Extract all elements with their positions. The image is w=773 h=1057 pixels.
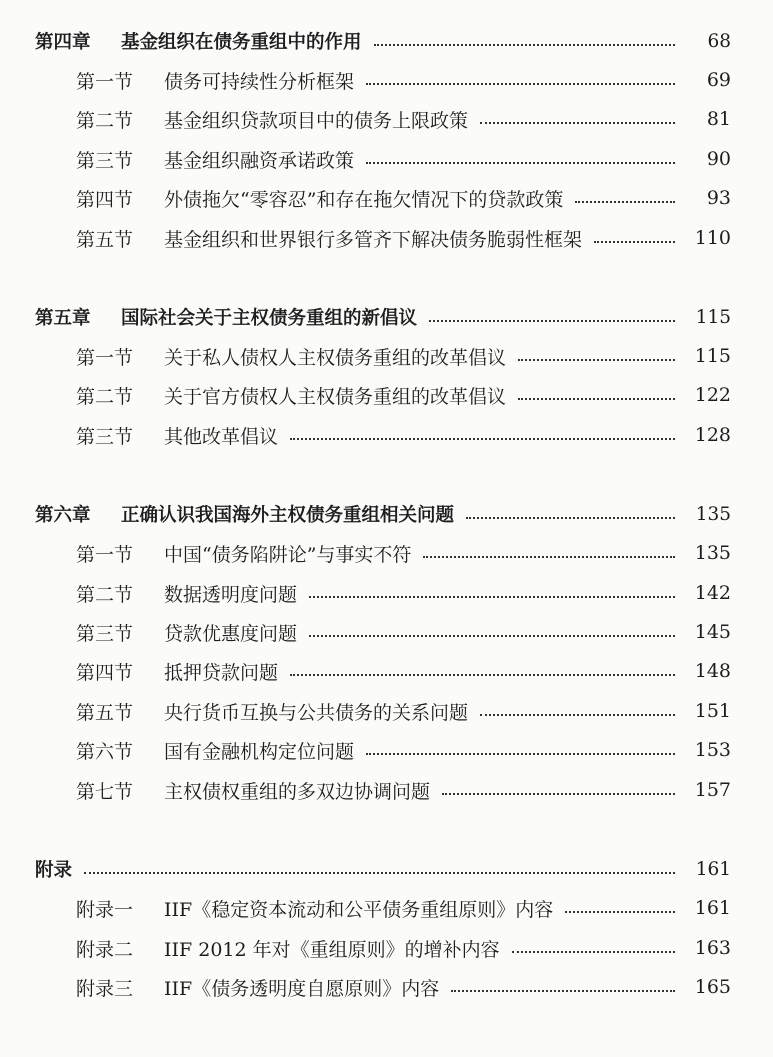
toc-section[interactable] [0,104,773,134]
leader-dots [309,633,675,637]
toc-section[interactable] [0,696,773,726]
section-title: 基金组织融资承诺政策 [164,149,355,172]
leader-dots [575,199,675,203]
section-title: 关于官方债权人主权债务重组的改革倡议 [164,385,507,408]
page-number: 151 [694,700,731,722]
leader-dots [480,712,675,716]
section-label: 附录一 [76,898,134,921]
toc-section[interactable] [0,656,773,686]
page-number: 93 [706,187,731,209]
toc-section[interactable] [0,578,773,608]
section-title: 抵押贷款问题 [164,661,279,684]
chapter-label: 第六章 [35,505,91,526]
section-label: 第二节 [76,583,134,606]
section-label: 附录三 [76,977,134,1000]
section-label: 附录二 [76,938,134,961]
leader-dots [518,396,675,400]
section-label: 第三节 [76,149,134,172]
page-number: 161 [695,858,731,880]
chapter-label: 第四章 [35,32,91,53]
section-label: 第三节 [76,622,134,645]
toc-chapter-6[interactable] [0,499,773,529]
page-number: 81 [706,108,731,130]
page-number: 157 [694,779,731,801]
chapter-title: 正确认识我国海外主权债务重组相关问题 [121,505,455,526]
section-title: 中国“债务陷阱论”与事实不符 [164,543,412,566]
chapter-title: 国际社会关于主权债务重组的新倡议 [121,308,418,329]
section-title: 央行货币互换与公共债务的关系问题 [164,701,469,724]
toc-section[interactable] [0,341,773,371]
section-title: IIF《稳定资本流动和公平债务重组原则》内容 [164,898,554,921]
section-label: 第四节 [76,188,134,211]
section-title: 国有金融机构定位问题 [164,740,355,763]
toc-section[interactable] [0,538,773,568]
toc-section[interactable] [0,65,773,95]
leader-dots [423,554,675,558]
leader-dots [480,120,675,124]
leader-dots [594,239,675,243]
page-number: 115 [695,306,731,328]
chapter-label: 第五章 [35,308,91,329]
section-label: 第四节 [76,661,134,684]
toc-section[interactable] [0,183,773,213]
chapter-label: 附录 [35,860,73,881]
leader-dots [442,791,675,795]
leader-dots [366,81,675,85]
section-label: 第三节 [76,425,134,448]
page-number: 161 [694,897,731,919]
toc-section[interactable] [0,893,773,923]
section-label: 第二节 [76,385,134,408]
leader-dots [366,751,675,755]
toc-section[interactable] [0,223,773,253]
section-title: 其他改革倡议 [164,425,279,448]
leader-dots [309,594,675,598]
page-number: 148 [694,660,731,682]
page-number: 142 [694,582,731,604]
section-label: 第六节 [76,740,134,763]
page-number: 153 [694,739,731,761]
toc-section[interactable] [0,380,773,410]
section-label: 第一节 [76,543,134,566]
page-number: 69 [706,69,731,91]
section-title: 基金组织和世界银行多管齐下解决债务脆弱性框架 [164,228,583,251]
leader-dots [451,988,675,992]
toc-chapter-4[interactable] [0,26,773,56]
page-number: 122 [694,384,731,406]
section-label: 第五节 [76,701,134,724]
leader-dots [290,672,675,676]
leader-dots [366,160,675,164]
leader-dots [512,949,675,953]
section-title: IIF《债务透明度自愿原则》内容 [164,977,440,1000]
toc-section[interactable] [0,420,773,450]
section-title: 关于私人债权人主权债务重组的改革倡议 [164,346,507,369]
page-number: 135 [694,542,731,564]
leader-dots [518,357,675,361]
page-number: 163 [694,937,731,959]
page-number: 110 [694,227,731,249]
section-label: 第七节 [76,780,134,803]
leader-dots [290,436,675,440]
leader-dots [565,909,675,913]
toc-section[interactable] [0,775,773,805]
section-label: 第五节 [76,228,134,251]
toc-section[interactable] [0,735,773,765]
section-title: 贷款优惠度问题 [164,622,298,645]
section-title: 基金组织贷款项目中的债务上限政策 [164,109,469,132]
toc-section[interactable] [0,933,773,963]
page-number: 165 [694,976,731,998]
leader-dots [84,870,675,874]
section-title: 外债拖欠“零容忍”和存在拖欠情况下的贷款政策 [164,188,564,211]
section-title: 主权债权重组的多双边协调问题 [164,780,431,803]
toc-section[interactable] [0,144,773,174]
leader-dots [374,42,675,46]
section-label: 第一节 [76,70,134,93]
chapter-title: 基金组织在债务重组中的作用 [121,32,362,53]
page-number: 128 [694,424,731,446]
toc-appendix[interactable] [0,854,773,884]
leader-dots [429,318,675,322]
toc-section[interactable] [0,972,773,1002]
section-title: 债务可持续性分析框架 [164,70,355,93]
section-label: 第一节 [76,346,134,369]
section-title: 数据透明度问题 [164,583,298,606]
page-number: 135 [695,503,731,525]
page-number: 115 [694,345,731,367]
section-title: IIF 2012 年对《重组原则》的增补内容 [164,938,500,961]
page-number: 68 [707,30,731,52]
section-label: 第二节 [76,109,134,132]
page-number: 145 [694,621,731,643]
toc-section[interactable] [0,617,773,647]
page-number: 90 [706,148,731,170]
leader-dots [466,515,675,519]
toc-chapter-5[interactable] [0,302,773,332]
